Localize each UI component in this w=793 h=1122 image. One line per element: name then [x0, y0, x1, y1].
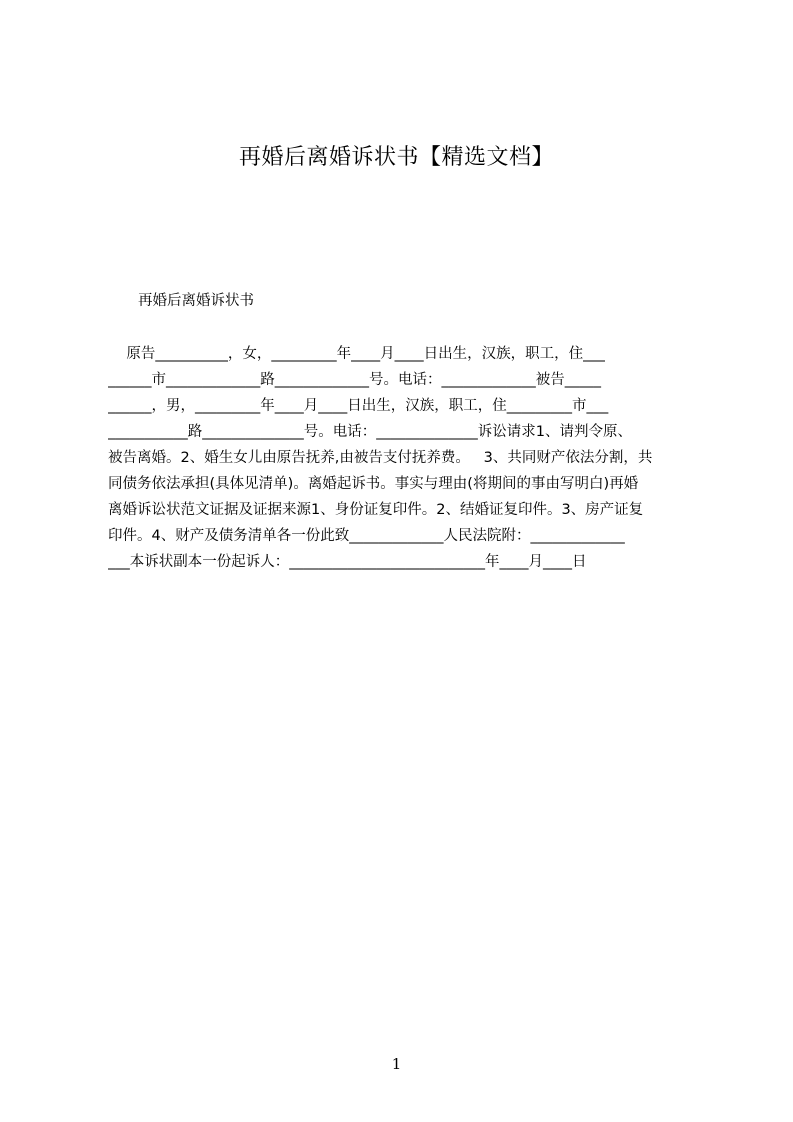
document-title: 再婚后离婚诉状书【精选文档】: [238, 145, 554, 170]
page-number: 1: [391, 1055, 402, 1073]
document-body: [108, 341, 700, 575]
body-line: 印件。4、财产及债务清单各一份此致_____________人民法院附：_____________: [108, 528, 625, 544]
body-line: ___本诉状副本一份起诉人：___________________________年____月____日: [108, 554, 587, 570]
body-line: 离婚诉讼状范文证据及证据来源1、身份证复印件。2、结婚证复印件。3、房产证复: [108, 502, 644, 518]
body-line: 原告__________，女，_________年____月____日出生，汉族，职工，住___: [108, 346, 605, 362]
body-line: 被告离婚。2、婚生女儿由原告抚养,由被告支付抚养费。 3、共同财产依法分割，共: [108, 450, 653, 466]
document-subtitle: 再婚后离婚诉状书: [138, 293, 254, 309]
body-line: ______，男，_________年____月____日出生，汉族，职工，住_________市___: [108, 398, 609, 414]
body-line: ______市_____________路_____________号。电话：_____________被告_____: [108, 372, 601, 388]
body-line: 同债务依法承担(具体见清单)。离婚起诉书。事实与理由(将期间的事由写明白)再婚: [108, 476, 639, 492]
body-line: ___________路______________号。电话：______________诉讼请求1、请判令原、: [108, 424, 632, 440]
